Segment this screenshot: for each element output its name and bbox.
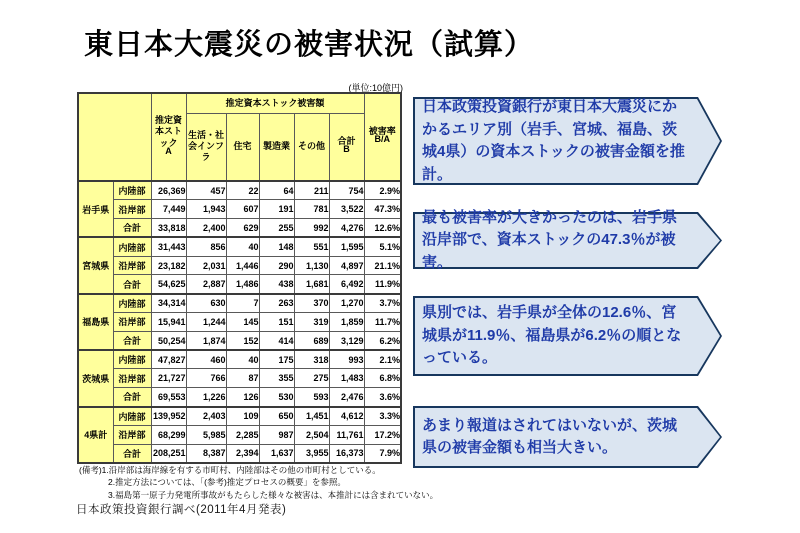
table-cell: 5,985	[186, 425, 226, 444]
table-row	[78, 181, 401, 200]
table-cell: 47.3%	[364, 200, 401, 219]
col-header-rate-sub: B/A	[374, 134, 390, 145]
table-cell: 263	[259, 294, 294, 313]
col-header-damage-group: 推定資本ストック被害額	[186, 93, 364, 113]
footnotes	[79, 464, 438, 501]
footnote-1: (備考)1.沿岸部は海岸線を有する市町村、内陸部はその他の市町村としている。	[79, 465, 381, 475]
region-label: 沿岸部	[113, 256, 151, 275]
table-row	[78, 388, 401, 407]
table-cell: 1,451	[294, 407, 329, 426]
col-header-infra: 生活・社会インフラ	[186, 113, 226, 181]
table-cell: 11.9%	[364, 275, 401, 294]
table-row	[78, 369, 401, 388]
table-cell: 26,369	[151, 181, 186, 200]
table-cell: 1,486	[226, 275, 259, 294]
table-cell: 2,504	[294, 425, 329, 444]
table-cell: 3,955	[294, 444, 329, 463]
table-cell: 607	[226, 200, 259, 219]
table-cell: 148	[259, 237, 294, 256]
table-cell: 630	[186, 294, 226, 313]
table-cell: 1,130	[294, 256, 329, 275]
corner-cell	[78, 93, 151, 181]
table-row	[78, 407, 401, 426]
region-label: 沿岸部	[113, 313, 151, 332]
table-cell: 629	[226, 219, 259, 238]
table-cell: 47,827	[151, 350, 186, 369]
table-cell: 69,553	[151, 388, 186, 407]
col-header-total-sub: B	[343, 144, 350, 155]
table-cell: 2,403	[186, 407, 226, 426]
table-cell: 126	[226, 388, 259, 407]
table-cell: 2.1%	[364, 350, 401, 369]
prefecture-label: 宮城県	[78, 237, 113, 293]
table-cell: 1,483	[329, 369, 364, 388]
region-label: 内陸部	[113, 350, 151, 369]
table-cell: 987	[259, 425, 294, 444]
callout-text: 日本政策投資銀行が東日本大震災にかかるエリア別（岩手、宮城、福島、茨城4県）の資本ストックの被害金額を推計。	[422, 98, 685, 183]
col-header-total	[329, 113, 364, 181]
table-row	[78, 425, 401, 444]
region-label: 沿岸部	[113, 200, 151, 219]
table-cell: 152	[226, 331, 259, 350]
table-cell: 856	[186, 237, 226, 256]
table-cell: 50,254	[151, 331, 186, 350]
table-cell: 1,446	[226, 256, 259, 275]
footnote-3: 3.福島第一原子力発電所事故がもたらした様々な被害は、本推計には含まれていない。	[108, 489, 439, 500]
prefecture-label: 福島県	[78, 294, 113, 350]
region-label: 内陸部	[113, 181, 151, 200]
table-cell: 1,244	[186, 313, 226, 332]
table-cell: 1,226	[186, 388, 226, 407]
table-cell: 4,276	[329, 219, 364, 238]
table-row	[78, 444, 401, 463]
subtotal-label: 合計	[113, 388, 151, 407]
table-cell: 139,952	[151, 407, 186, 426]
table-cell: 54,625	[151, 275, 186, 294]
table-cell: 318	[294, 350, 329, 369]
callout-text: 県別では、岩手県が全体の12.6％、宮城県が11.9％、福島県が6.2％の順となっている。	[422, 304, 682, 367]
region-label: 内陸部	[113, 294, 151, 313]
table-cell: 68,299	[151, 425, 186, 444]
table-cell: 754	[329, 181, 364, 200]
table-cell: 3.6%	[364, 388, 401, 407]
table-cell: 530	[259, 388, 294, 407]
table-cell: 2.9%	[364, 181, 401, 200]
col-header-rate	[364, 93, 401, 181]
table-cell: 8,387	[186, 444, 226, 463]
subtotal-label: 合計	[113, 219, 151, 238]
table-cell: 2,394	[226, 444, 259, 463]
table-cell: 781	[294, 200, 329, 219]
table-cell: 4,612	[329, 407, 364, 426]
col-header-rate-label: 被害率	[368, 126, 396, 137]
table-cell: 2,400	[186, 219, 226, 238]
table-cell: 593	[294, 388, 329, 407]
table-cell: 87	[226, 369, 259, 388]
region-label: 内陸部	[113, 237, 151, 256]
table-cell: 3.3%	[364, 407, 401, 426]
table-cell: 1,681	[294, 275, 329, 294]
table-cell: 457	[186, 181, 226, 200]
table-cell: 6,492	[329, 275, 364, 294]
callout-text: あまり報道はされてはいないが、茨城県の被害金額も相当大きい。	[422, 416, 678, 456]
table-cell: 40	[226, 350, 259, 369]
prefecture-label: 岩手県	[78, 181, 113, 237]
table-cell: 460	[186, 350, 226, 369]
subtotal-label: 合計	[113, 444, 151, 463]
table-cell: 21.1%	[364, 256, 401, 275]
table-cell: 3,129	[329, 331, 364, 350]
table-cell: 438	[259, 275, 294, 294]
table-cell: 109	[226, 407, 259, 426]
table-cell: 1,859	[329, 313, 364, 332]
table-cell: 7	[226, 294, 259, 313]
table-cell: 992	[294, 219, 329, 238]
table-cell: 2,476	[329, 388, 364, 407]
col-header-stock	[151, 93, 186, 181]
table-cell: 33,818	[151, 219, 186, 238]
region-label: 沿岸部	[113, 369, 151, 388]
source-attribution: 日本政策投資銀行調べ(2011年4月発表)	[76, 504, 287, 516]
table-cell: 23,182	[151, 256, 186, 275]
col-header-total-label: 合計	[337, 136, 356, 147]
table-cell: 12.6%	[364, 219, 401, 238]
table-cell: 414	[259, 331, 294, 350]
table-cell: 64	[259, 181, 294, 200]
page-title: 東日本大震災の被害状況（試算）	[84, 29, 535, 61]
table-cell: 370	[294, 294, 329, 313]
callout-estimate-summary	[413, 97, 722, 185]
table-cell: 145	[226, 313, 259, 332]
col-header-stock-label: 推定資本ストック	[154, 115, 182, 148]
damage-table	[77, 92, 402, 464]
unit-label: (単位:10億円)	[348, 83, 403, 93]
table-cell: 2,031	[186, 256, 226, 275]
table-row	[78, 313, 401, 332]
col-header-manufacturing: 製造業	[259, 113, 294, 181]
table-cell: 175	[259, 350, 294, 369]
subtotal-label: 合計	[113, 331, 151, 350]
table-cell: 689	[294, 331, 329, 350]
table-cell: 34,314	[151, 294, 186, 313]
region-label: 内陸部	[113, 407, 151, 426]
table-cell: 1,874	[186, 331, 226, 350]
table-cell: 290	[259, 256, 294, 275]
table-cell: 1,637	[259, 444, 294, 463]
table-row	[78, 294, 401, 313]
table-cell: 6.2%	[364, 331, 401, 350]
table-cell: 3.7%	[364, 294, 401, 313]
table-cell: 4,897	[329, 256, 364, 275]
table-cell: 1,595	[329, 237, 364, 256]
col-header-housing: 住宅	[226, 113, 259, 181]
callout-highest-damage-rate	[413, 208, 722, 271]
table-cell: 31,443	[151, 237, 186, 256]
table-cell: 1,943	[186, 200, 226, 219]
table-cell: 21,727	[151, 369, 186, 388]
table-cell: 650	[259, 407, 294, 426]
table-cell: 3,522	[329, 200, 364, 219]
table-cell: 355	[259, 369, 294, 388]
table-cell: 6.8%	[364, 369, 401, 388]
table-cell: 22	[226, 181, 259, 200]
table-cell: 1,270	[329, 294, 364, 313]
table-cell: 766	[186, 369, 226, 388]
table-cell: 5.1%	[364, 237, 401, 256]
subtotal-label: 合計	[113, 275, 151, 294]
footnote-2: 2.推定方法については、「(参考)推定プロセスの概要」を参照。	[108, 477, 346, 488]
table-cell: 17.2%	[364, 425, 401, 444]
table-cell: 16,373	[329, 444, 364, 463]
table-cell: 275	[294, 369, 329, 388]
table-cell: 208,251	[151, 444, 186, 463]
table-row	[78, 256, 401, 275]
region-label: 沿岸部	[113, 425, 151, 444]
table-cell: 2,887	[186, 275, 226, 294]
table-row	[78, 237, 401, 256]
table-row	[78, 275, 401, 294]
table-cell: 40	[226, 237, 259, 256]
table-cell: 11,761	[329, 425, 364, 444]
prefecture-label: 茨城県	[78, 350, 113, 406]
col-header-stock-sub: A	[165, 145, 172, 156]
table-cell: 11.7%	[364, 313, 401, 332]
table-row	[78, 350, 401, 369]
table-row	[78, 219, 401, 238]
table-cell: 993	[329, 350, 364, 369]
table-cell: 551	[294, 237, 329, 256]
table-cell: 319	[294, 313, 329, 332]
col-header-other: その他	[294, 113, 329, 181]
table-row	[78, 200, 401, 219]
table-cell: 7.9%	[364, 444, 401, 463]
table-cell: 151	[259, 313, 294, 332]
table-cell: 15,941	[151, 313, 186, 332]
prefecture-label: 4県計	[78, 407, 113, 463]
table-row	[78, 331, 401, 350]
callout-ibaraki-damage	[413, 406, 722, 468]
table-cell: 255	[259, 219, 294, 238]
table-cell: 2,285	[226, 425, 259, 444]
callout-by-prefecture-ranking	[413, 296, 722, 376]
callout-text: 最も被害率が大きかったのは、岩手県沿岸部で、資本ストックの47.3％が被害。	[422, 208, 678, 271]
table-cell: 191	[259, 200, 294, 219]
table-cell: 7,449	[151, 200, 186, 219]
header-row-group	[78, 93, 401, 113]
table-cell: 211	[294, 181, 329, 200]
